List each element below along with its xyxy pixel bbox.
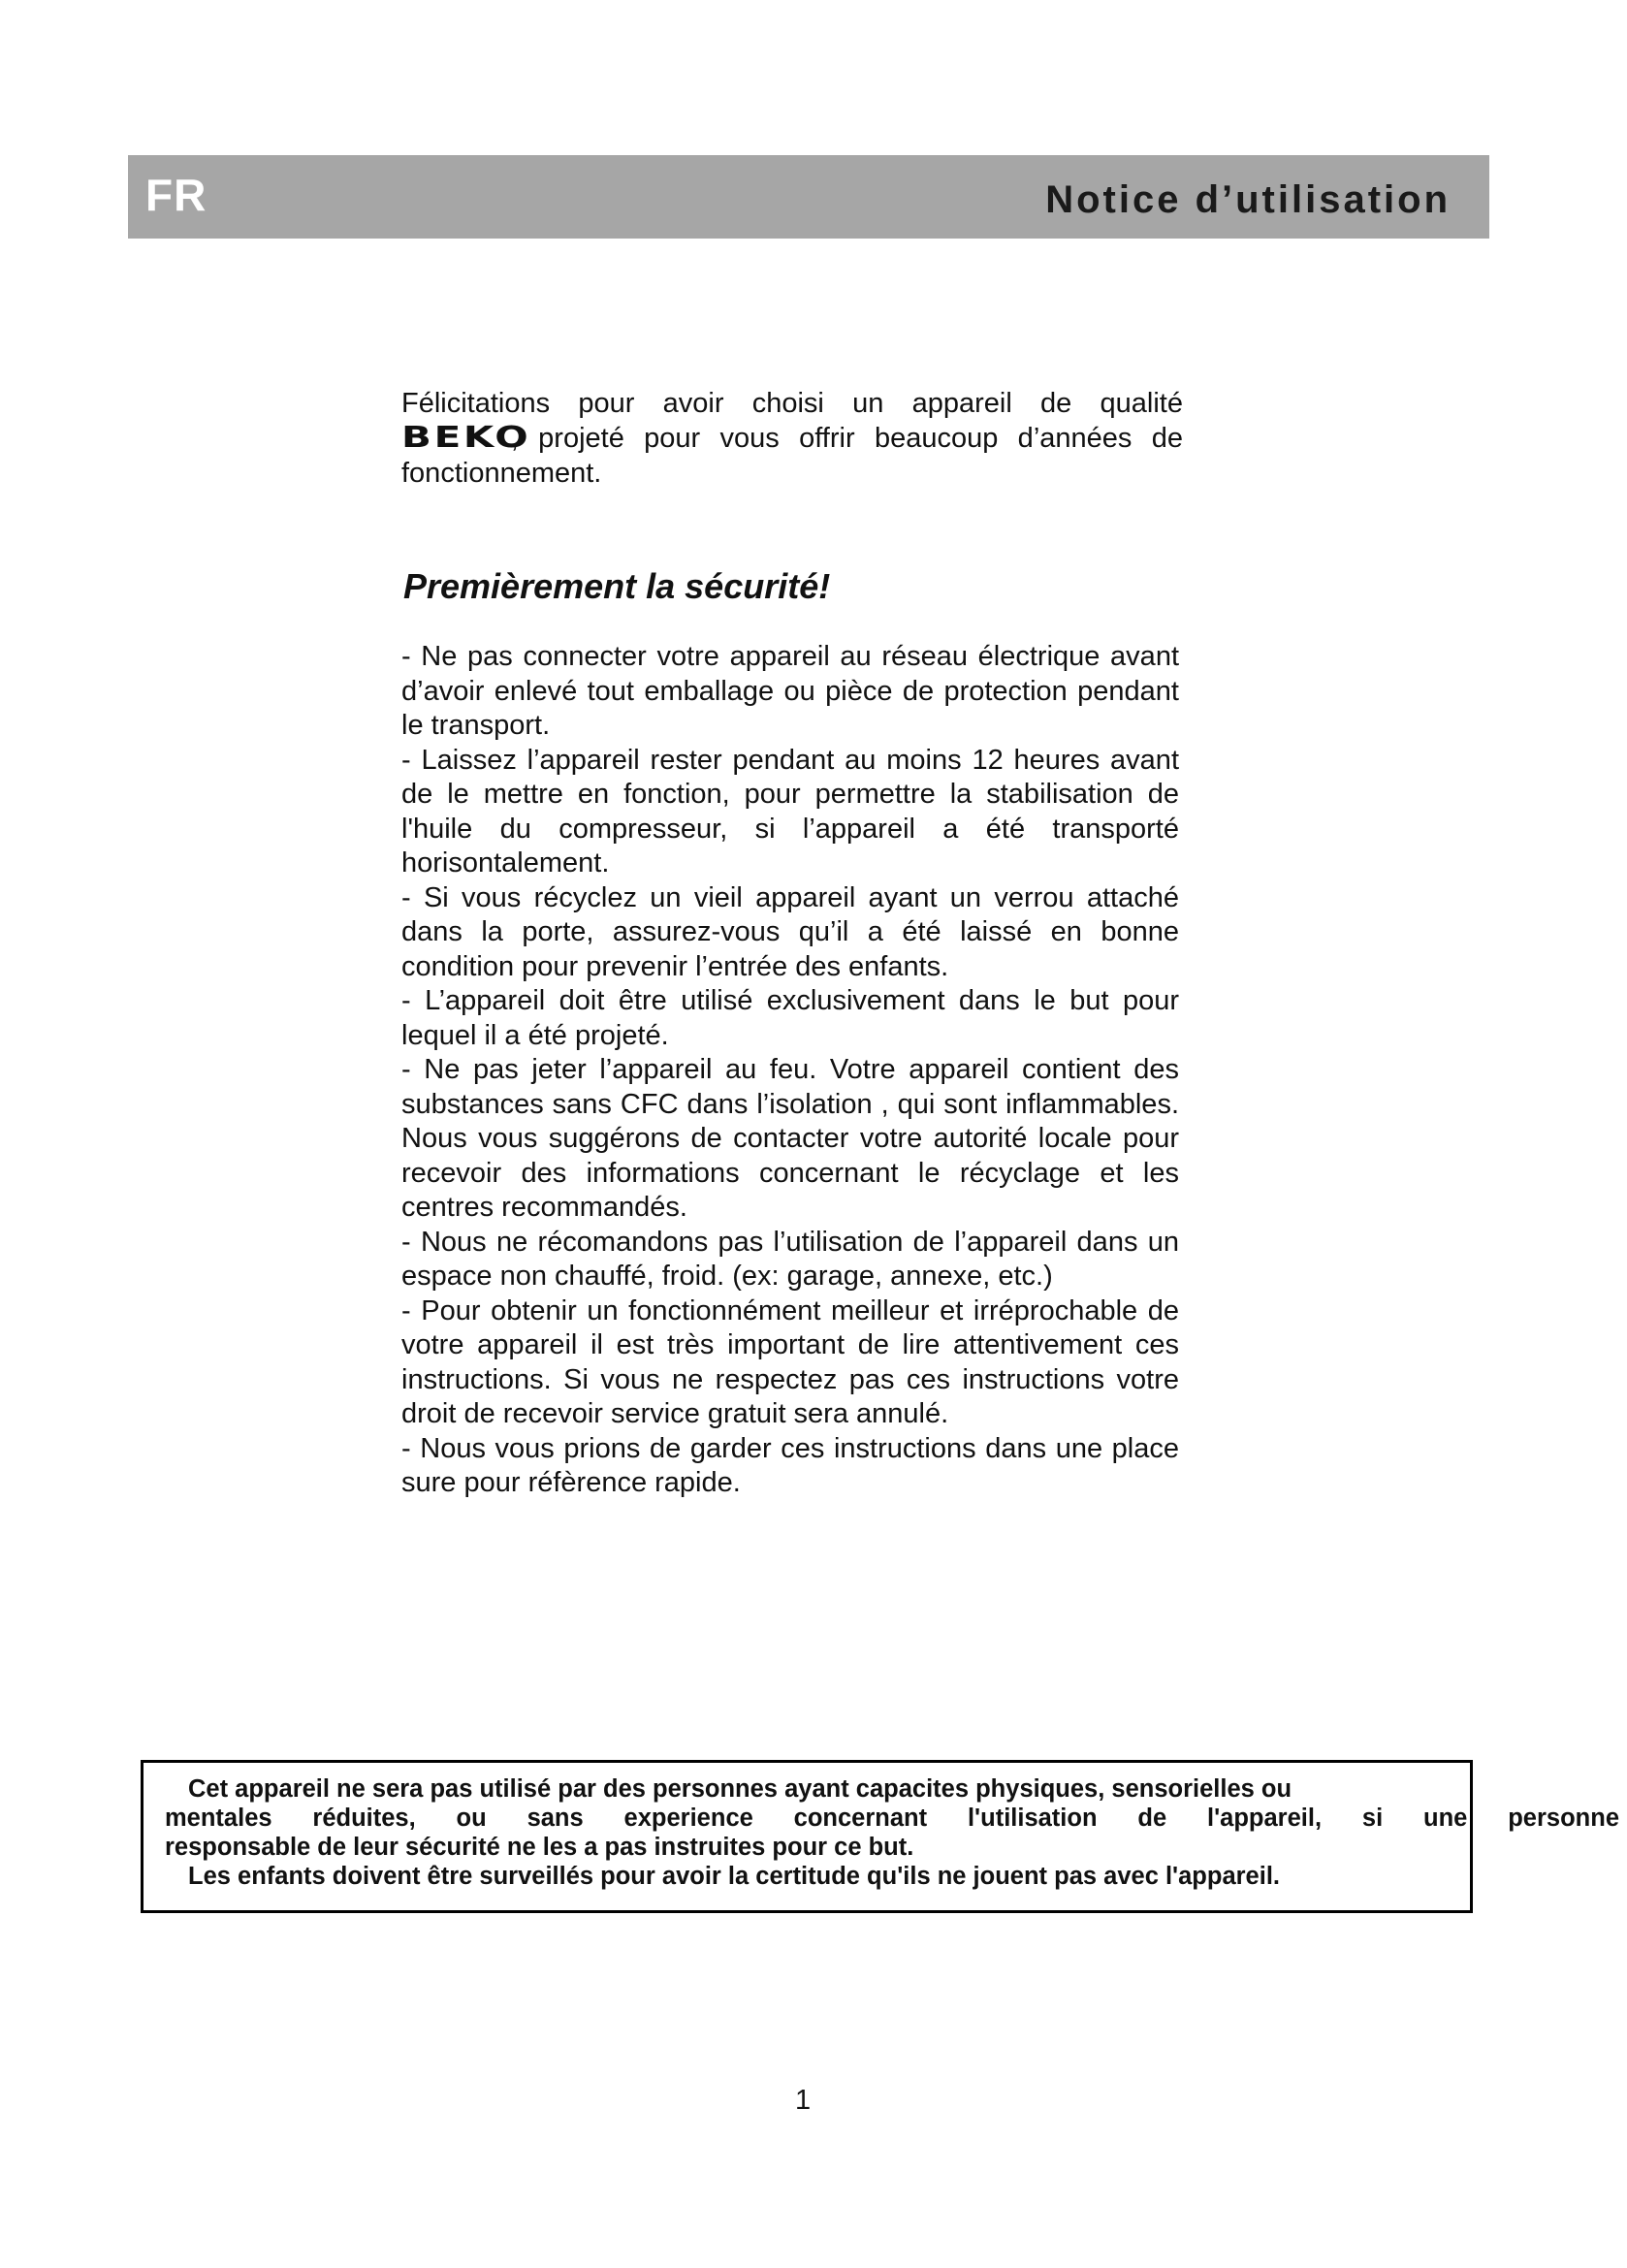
brand-logo: BEKO [401, 421, 531, 455]
safety-item: - Laissez l’appareil rester pendant au moins 12 heures avant de le mettre en fonction, pour permettre la stabilisation de l'huile du compresseur, si l’appareil a été transporté horisontalement. [401, 744, 1179, 878]
warning-line-4: Les enfants doivent être surveillés pour avoir la certitude qu'ils ne jouent pas avec l'appareil. [188, 1863, 1280, 1890]
safety-list [401, 640, 1179, 1501]
intro-rest [401, 421, 1183, 491]
safety-item: - Ne pas connecter votre appareil au réseau électrique avant d’avoir enlevé tout emballage ou pièce de protection pendant le transport. [401, 641, 1179, 741]
page-number: 1 [795, 2085, 812, 2116]
warning-line-3: responsable de leur sécurité ne les a pas instruites pour ce but. [165, 1834, 914, 1861]
intro-text-after-brand: , projeté pour vous offrir beaucoup d’années de fonctionnement. [401, 423, 1183, 489]
language-code: FR [145, 170, 207, 220]
safety-item: - L’appareil doit être utilisé exclusivement dans le but pour lequel il a été projeté. [401, 985, 1179, 1051]
intro-line-1: Félicitations pour avoir choisi un appareil de qualité [401, 388, 1183, 419]
warning-box [141, 1760, 1619, 1913]
safety-item: - Pour obtenir un fonctionnément meilleur et irréprochable de votre appareil il est très important de lire attentivement ces instructions. Si vous ne respectez pas ces instructions votre droit de recevoir service gratuit sera annulé. [401, 1294, 1179, 1429]
safety-heading: Premièrement la sécurité! [403, 566, 831, 606]
page-header [128, 155, 1489, 239]
safety-item: - Nous ne récomandons pas l’utilisation de l’appareil dans un espace non chauffé, froid. (ex: garage, annexe, etc.) [401, 1226, 1179, 1292]
warning-line-1: Cet appareil ne sera pas utilisé par des personnes ayant capacites physiques, sensorielles ou [188, 1775, 1292, 1803]
safety-item: - Si vous récyclez un vieil appareil ayant un verrou attaché dans la porte, assurez-vous qu’il a été laissé en bonne condition pour prevenir l’entrée des enfants. [401, 881, 1179, 982]
warning-line-2: mentales réduites, ou sans experience concernant l'utilisation de l'appareil, si une personne [165, 1805, 1619, 1832]
document-title: Notice d’utilisation [1045, 178, 1451, 221]
safety-item: - Ne pas jeter l’appareil au feu. Votre appareil contient des substances sans CFC dans l’isolation , qui sont inflammables. Nous vous suggérons de contacter votre autorité locale pour recevoir des informations concernant le récyclage et les centres recommandés. [401, 1054, 1179, 1223]
intro-paragraph [401, 386, 1183, 491]
safety-item: - Nous vous prions de garder ces instructions dans une place sure pour réfèrence rapide. [401, 1432, 1179, 1498]
